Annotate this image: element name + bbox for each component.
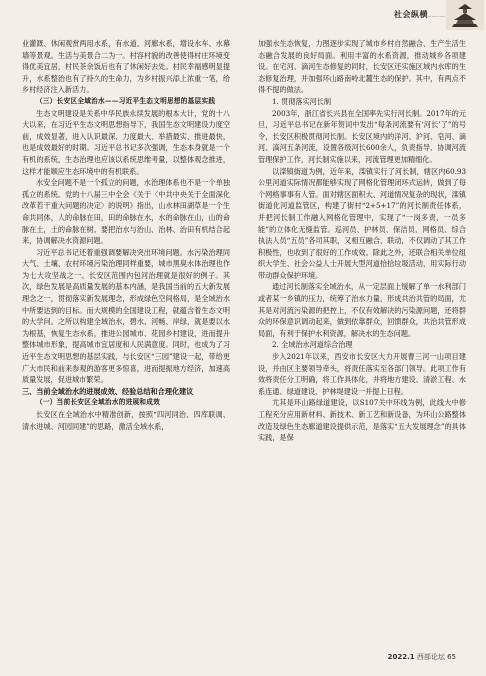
page-header [0,0,486,36]
header-dots: ……… [425,12,446,19]
left-column [22,38,230,432]
paragraph: 尤其是环山路绿道建设，以S107关中环线为例，此线大中修工程充分应用新材料、新技术、新工艺和新设备，为环山公路整体改造及绿色生态廊道建设提供示范，是落实“五大发展理念”的具体实践，是保 [258,398,466,443]
paragraph: 加强水生态恢复，力图逐步实现了城市乡村自然融合、生产生活生态融合发展的良好局面。利用丰富的水系资源，推动城乡各项建设。在宅河、滴河生态修复的同时，长安区还实施区域内水库的生态修复治理，并加强环山路南岭北麓生态的保护。其中，有两点不得不提的做法。 [258,39,466,95]
section-heading: 三、当前全域治水的进展成效、经验总结和合理化建议 [22,386,194,396]
pagoda-logo-icon [446,0,484,30]
section-tag: 社会纵横 [394,9,428,19]
paragraph: 习近平总书记还着重强调要解决突出环境问题。水污染治理同大气、土壤、农村环境污染治理同样重要，城市黑臭水体治理也作为七大攻坚战之一。长安区范围内包河治理就是很好的例子。其次，绿色发展是高质量发展的基本内涵，是我国当前的五大新发展理念之一，贯彻落实新发展理念，形成绿色空间格局，是全域治水中所要达到的目标。而大规模的全国建设工程，就蕴含着生态文明的大学问。之所以构建全域治水，碧水、河畅、岸绿，就是要以水为根基，恢复生态水系，推进公园城市、花园乡村建设，进而提升整体城市形象，提高城市宜居度和人民满意度。同时，也成为了习近平生态文明思想的基层实践，与长安区“三园”建设一起，带给更广大市民和前来参观的游客更多惊喜，进而提振地方经济，加速高质量发展，促进城市繁荣。 [22,247,230,385]
paragraph: 以滦镇街道为例，近年来，滦镇实行了河长制，辖区内60.93公里河道实际情况都能够实现了网格化管理闭环式运转，做到了每个网格事事有人管。面对辖区面积大、河道情况复杂的现状，滦镇街道化河道监管区，构建了街村“2+5+17”的河长制责任体系，并把河长制工作融入网格化管理中，实现了“一岗多责，一员多能”的立体化无缝监管。巡河员、护林员、保洁员、网格员、综合执法人员“五员”各司其职，又相互融合、联动，不仅调动了其工作积极性，也收到了很好的工作成效。除此之外，还联合相关单位组织大学生、社会公益人士开展大型河道拾拾垃圾活动，用实际行动带动群众保护环境。 [258,166,466,280]
paragraph: 业灌溉、休闲观赏两用水系，有水道、河廊水系，增设水车、水幕墙等景观。生活与美景合二为一。村容村貌的改善使得村庄环境变得优美宜居，村民茶余饭后也有了休闲好去处。村民幸福感明显提升，水系整治也有了持久的生命力，为乡村振兴添上浓重一笔，给乡村经济注入新活力。 [22,39,230,95]
paragraph: 长安区在全域治水中精准创新，按照“四河同治、四库联调、清水进城、河园同建”的思路，激活全域水系， [22,410,230,431]
section-heading: 1. 贯彻落实河长制 [272,96,332,106]
paragraph: 通过河长制落实全域治水，从一定层面上缓解了单一水利部门或者某一乡镇的压力，统筹了治水力量，形成共治共管的局面，尤其是对河流污染源的把控上，不仅有效解决的污染源问题，还将群众的环保意识调动起来，做到依靠群众，回馈群众，共治共管形成局面，有利于保护水利资源，解决水的生态问题。 [258,282,466,338]
section-heading: 2. 全域治水河道综合治理 [272,340,353,350]
page-number: 65 [447,653,456,661]
paragraph: 水安全问题不是一个孤立的问题，水治理体系也不是一个单独孤立的系统。党的十八届三中全会《关于〈中共中央关于全面深化改革若干重大问题的决定〉的说明》指出，山水林田湖草是一个生命共同体，人的命脉在田，田的命脉在水，水的命脉在山，山的命脉在土，土的命脉在树。要把治水与治山、治林、治田有机结合起来，协调解决水资源问题。 [22,178,230,246]
section-heading: （一）当前长安区全域治水的进展和成效 [36,398,161,407]
section-heading: （三）长安区全域治水——习近平生态文明思想的基层实践 [36,96,216,105]
journal-name: 西部论坛 [416,653,445,661]
page-footer [388,652,456,662]
paragraph: 步入2021年以来，西安市长安区大力开展曹三河一山项目建设，并由区主要领导牵头，将责任落实至各部门领导。此项工作有效将责任分工明确，将工作具体化，并将地方建设、清淤工程、水系连通、绿道建设、护林堤建设一并提上日程。 [258,352,466,396]
paragraph: 生态文明建设是关系中华民族永续发展的根本大计，党的十八大以来，在习近平生态文明思想指导下，我国生态文明建设力度空前，成效显著，进入认识最深、力度最大、举措最实、推进最快，也是成效最好的时期。习近平总书记多次强调，生态本身就是一个有机的系统，生态治理也应该以系统思维考量，以整体观念推进，这样才能顺应生态环境中的有机联系。 [22,108,230,176]
right-column [258,38,466,444]
issue-number: 2022.1 [387,653,415,661]
paragraph: 2003年，浙江省长兴县在全国率先实行河长制。2017年的元旦，习近平总书记在新年贺词中发出“每条河流要有‘河长’了”的号令，长安区积极贯彻河长制。长安区境内的洋河、沪河、皂河、滴河、滈河五条河流，设置各级河长600余人，负责指导、协调河流管理保护工作，河长制实施以来，河流管理更加精细化。 [258,108,466,164]
